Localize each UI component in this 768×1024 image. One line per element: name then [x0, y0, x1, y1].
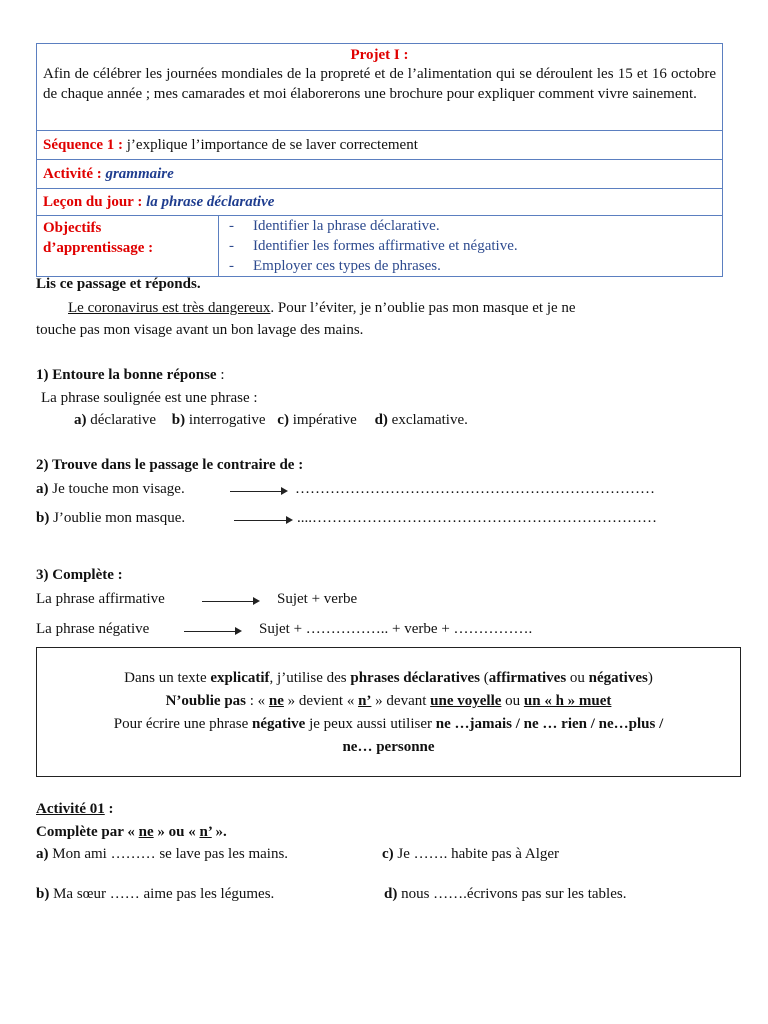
q2-b-text: J’oublie mon masque.	[49, 510, 186, 526]
objectifs-row	[37, 216, 722, 276]
underlined-sentence: Le coronavirus est très dangereux	[68, 300, 271, 316]
activite01-instruction	[36, 824, 227, 841]
sequence-text: j’explique l’importance de se laver correctement	[126, 137, 418, 153]
objectifs-label-line1: Objectifs	[43, 220, 102, 236]
objectif-item	[229, 216, 518, 236]
exercise-letter: a)	[36, 846, 49, 862]
objectif-text: Identifier les formes affirmative et négative.	[253, 238, 518, 254]
option-letter: c)	[277, 412, 289, 428]
rule-box	[36, 647, 741, 777]
rule-text: un « h » muet	[523, 693, 612, 709]
q3-negative-label: La phrase négative	[36, 621, 150, 637]
option-a[interactable]	[74, 412, 156, 428]
activite01-title	[36, 801, 113, 818]
rule-text: Pour écrire une phrase	[113, 716, 253, 732]
rule-text: explicatif	[210, 670, 270, 686]
rule-text: n’	[358, 693, 372, 709]
header-table	[36, 43, 723, 277]
q1-colon: :	[216, 367, 225, 383]
rule-text: Dans un texte	[124, 670, 211, 686]
rule-text: affirmatives	[488, 670, 567, 686]
q2-b	[36, 510, 185, 527]
exercise-c[interactable]	[382, 846, 559, 863]
instr-ne: ne	[138, 824, 154, 840]
projet-title: Projet I :	[350, 47, 409, 63]
passage-line1-rest: . Pour l’éviter, je n’oublie pas mon masque et je ne	[270, 300, 576, 316]
objectifs-label-line2: d’apprentissage :	[43, 240, 154, 256]
rule-text: je peux aussi utiliser	[305, 716, 436, 732]
q2-a-letter: a)	[36, 481, 49, 497]
instr-n: n’	[199, 824, 212, 840]
q2-a-text: Je touche mon visage.	[48, 481, 185, 497]
rule-text: ou	[501, 693, 524, 709]
sequence-row	[37, 131, 722, 160]
bullet-dash: -	[229, 238, 234, 254]
q2-b-answer-blank[interactable]: ....……………………………………………………………	[297, 510, 657, 526]
passage-instruction: Lis ce passage et réponds.	[36, 276, 201, 292]
activite01-title-text: Activité 01	[36, 801, 105, 817]
arrow-right-icon	[184, 626, 242, 636]
instr-text: ».	[211, 824, 227, 840]
q2-title: 2) Trouve dans le passage le contraire de :	[36, 457, 304, 473]
arrow-right-icon	[230, 486, 288, 496]
q1-options	[74, 412, 468, 429]
objectif-text: Identifier la phrase déclarative.	[253, 218, 440, 234]
q3-affirmative-label: La phrase affirmative	[36, 591, 165, 607]
projet-description: Afin de célébrer les journées mondiales de la propreté et de l’alimentation qui se déroulent les 15 et 16 octobre de chaque année ; mes camarades et moi élaborerons une brochure pour expliquer comment vivre sainement.	[43, 66, 716, 102]
exercise-text: Ma sœur …… aime pas les légumes.	[49, 886, 275, 902]
q2-a-answer-blank[interactable]: ………………………………………………………………	[295, 481, 655, 497]
activite-text: grammaire	[105, 166, 174, 182]
rule-text: , j’utilise des	[269, 670, 351, 686]
rule-text: ou	[566, 670, 589, 686]
rule-text: ne …jamais / ne … rien / ne…plus /	[435, 716, 664, 732]
instr-text: » ou «	[153, 824, 200, 840]
passage-line1	[68, 300, 576, 317]
q3-title: 3) Complète :	[36, 567, 123, 583]
option-c[interactable]	[277, 412, 357, 428]
objectifs-list	[219, 216, 518, 276]
projet-row	[37, 44, 722, 131]
lecon-label: Leçon du jour :	[43, 194, 143, 210]
rule-text: (	[479, 670, 489, 686]
rule-line3	[37, 713, 740, 736]
option-text: déclarative	[86, 412, 157, 428]
option-letter: a)	[74, 412, 87, 428]
q3-affirmative-value: Sujet + verbe	[277, 591, 358, 607]
q2-b-letter: b)	[36, 510, 50, 526]
rule-text: négative	[252, 716, 306, 732]
passage-line2: touche pas mon visage avant un bon lavage des mains.	[36, 322, 364, 338]
sequence-label: Séquence 1 :	[43, 137, 123, 153]
objectifs-label	[37, 216, 219, 276]
option-text: impérative	[288, 412, 357, 428]
exercise-text: nous …….écrivons pas sur les tables.	[397, 886, 627, 902]
activite-label: Activité :	[43, 166, 102, 182]
exercise-a[interactable]	[36, 846, 288, 863]
lecon-text: la phrase déclarative	[146, 194, 275, 210]
option-text: interrogative	[185, 412, 266, 428]
rule-text: : «	[246, 693, 269, 709]
activite01-title-colon: :	[104, 801, 114, 817]
option-letter: b)	[171, 412, 186, 428]
q3-negative-value[interactable]: Sujet + …………….. + verbe + …………….	[259, 621, 533, 637]
q1-title	[36, 367, 225, 384]
exercise-b[interactable]	[36, 886, 274, 903]
rule-text: N’oublie pas	[165, 693, 246, 709]
rule-text: » devient «	[283, 693, 359, 709]
rule-text: phrases déclaratives	[350, 670, 480, 686]
rule-text: )	[647, 670, 653, 686]
instr-text: Complète par «	[36, 824, 139, 840]
arrow-right-icon	[234, 515, 293, 525]
option-b[interactable]	[172, 412, 266, 428]
option-letter: d)	[374, 412, 388, 428]
objectif-item	[229, 256, 518, 276]
rule-text: » devant	[371, 693, 431, 709]
exercise-text: Mon ami ……… se lave pas les mains.	[48, 846, 289, 862]
exercise-letter: c)	[382, 846, 394, 862]
option-d[interactable]	[375, 412, 468, 428]
rule-line2	[37, 690, 740, 713]
lecon-row	[37, 189, 722, 216]
exercise-letter: b)	[36, 886, 50, 902]
arrow-right-icon	[202, 596, 260, 606]
exercise-letter: d)	[384, 886, 398, 902]
q2-a	[36, 481, 185, 498]
q1-title-text: 1) Entoure la bonne réponse	[36, 367, 217, 383]
exercise-text: Je ……. habite pas à Alger	[393, 846, 560, 862]
rule-text: une voyelle	[430, 693, 502, 709]
exercise-d[interactable]	[384, 886, 626, 903]
rule-line1	[37, 667, 740, 690]
objectif-text: Employer ces types de phrases.	[253, 258, 441, 274]
q1-prompt: La phrase soulignée est une phrase :	[41, 390, 258, 406]
rule-text: ne	[268, 693, 284, 709]
rule-text: négatives	[588, 670, 648, 686]
bullet-dash: -	[229, 258, 234, 274]
objectif-item	[229, 236, 518, 256]
bullet-dash: -	[229, 218, 234, 234]
activite-row	[37, 160, 722, 189]
rule-line4: ne… personne	[342, 739, 435, 755]
option-text: exclamative.	[387, 412, 468, 428]
